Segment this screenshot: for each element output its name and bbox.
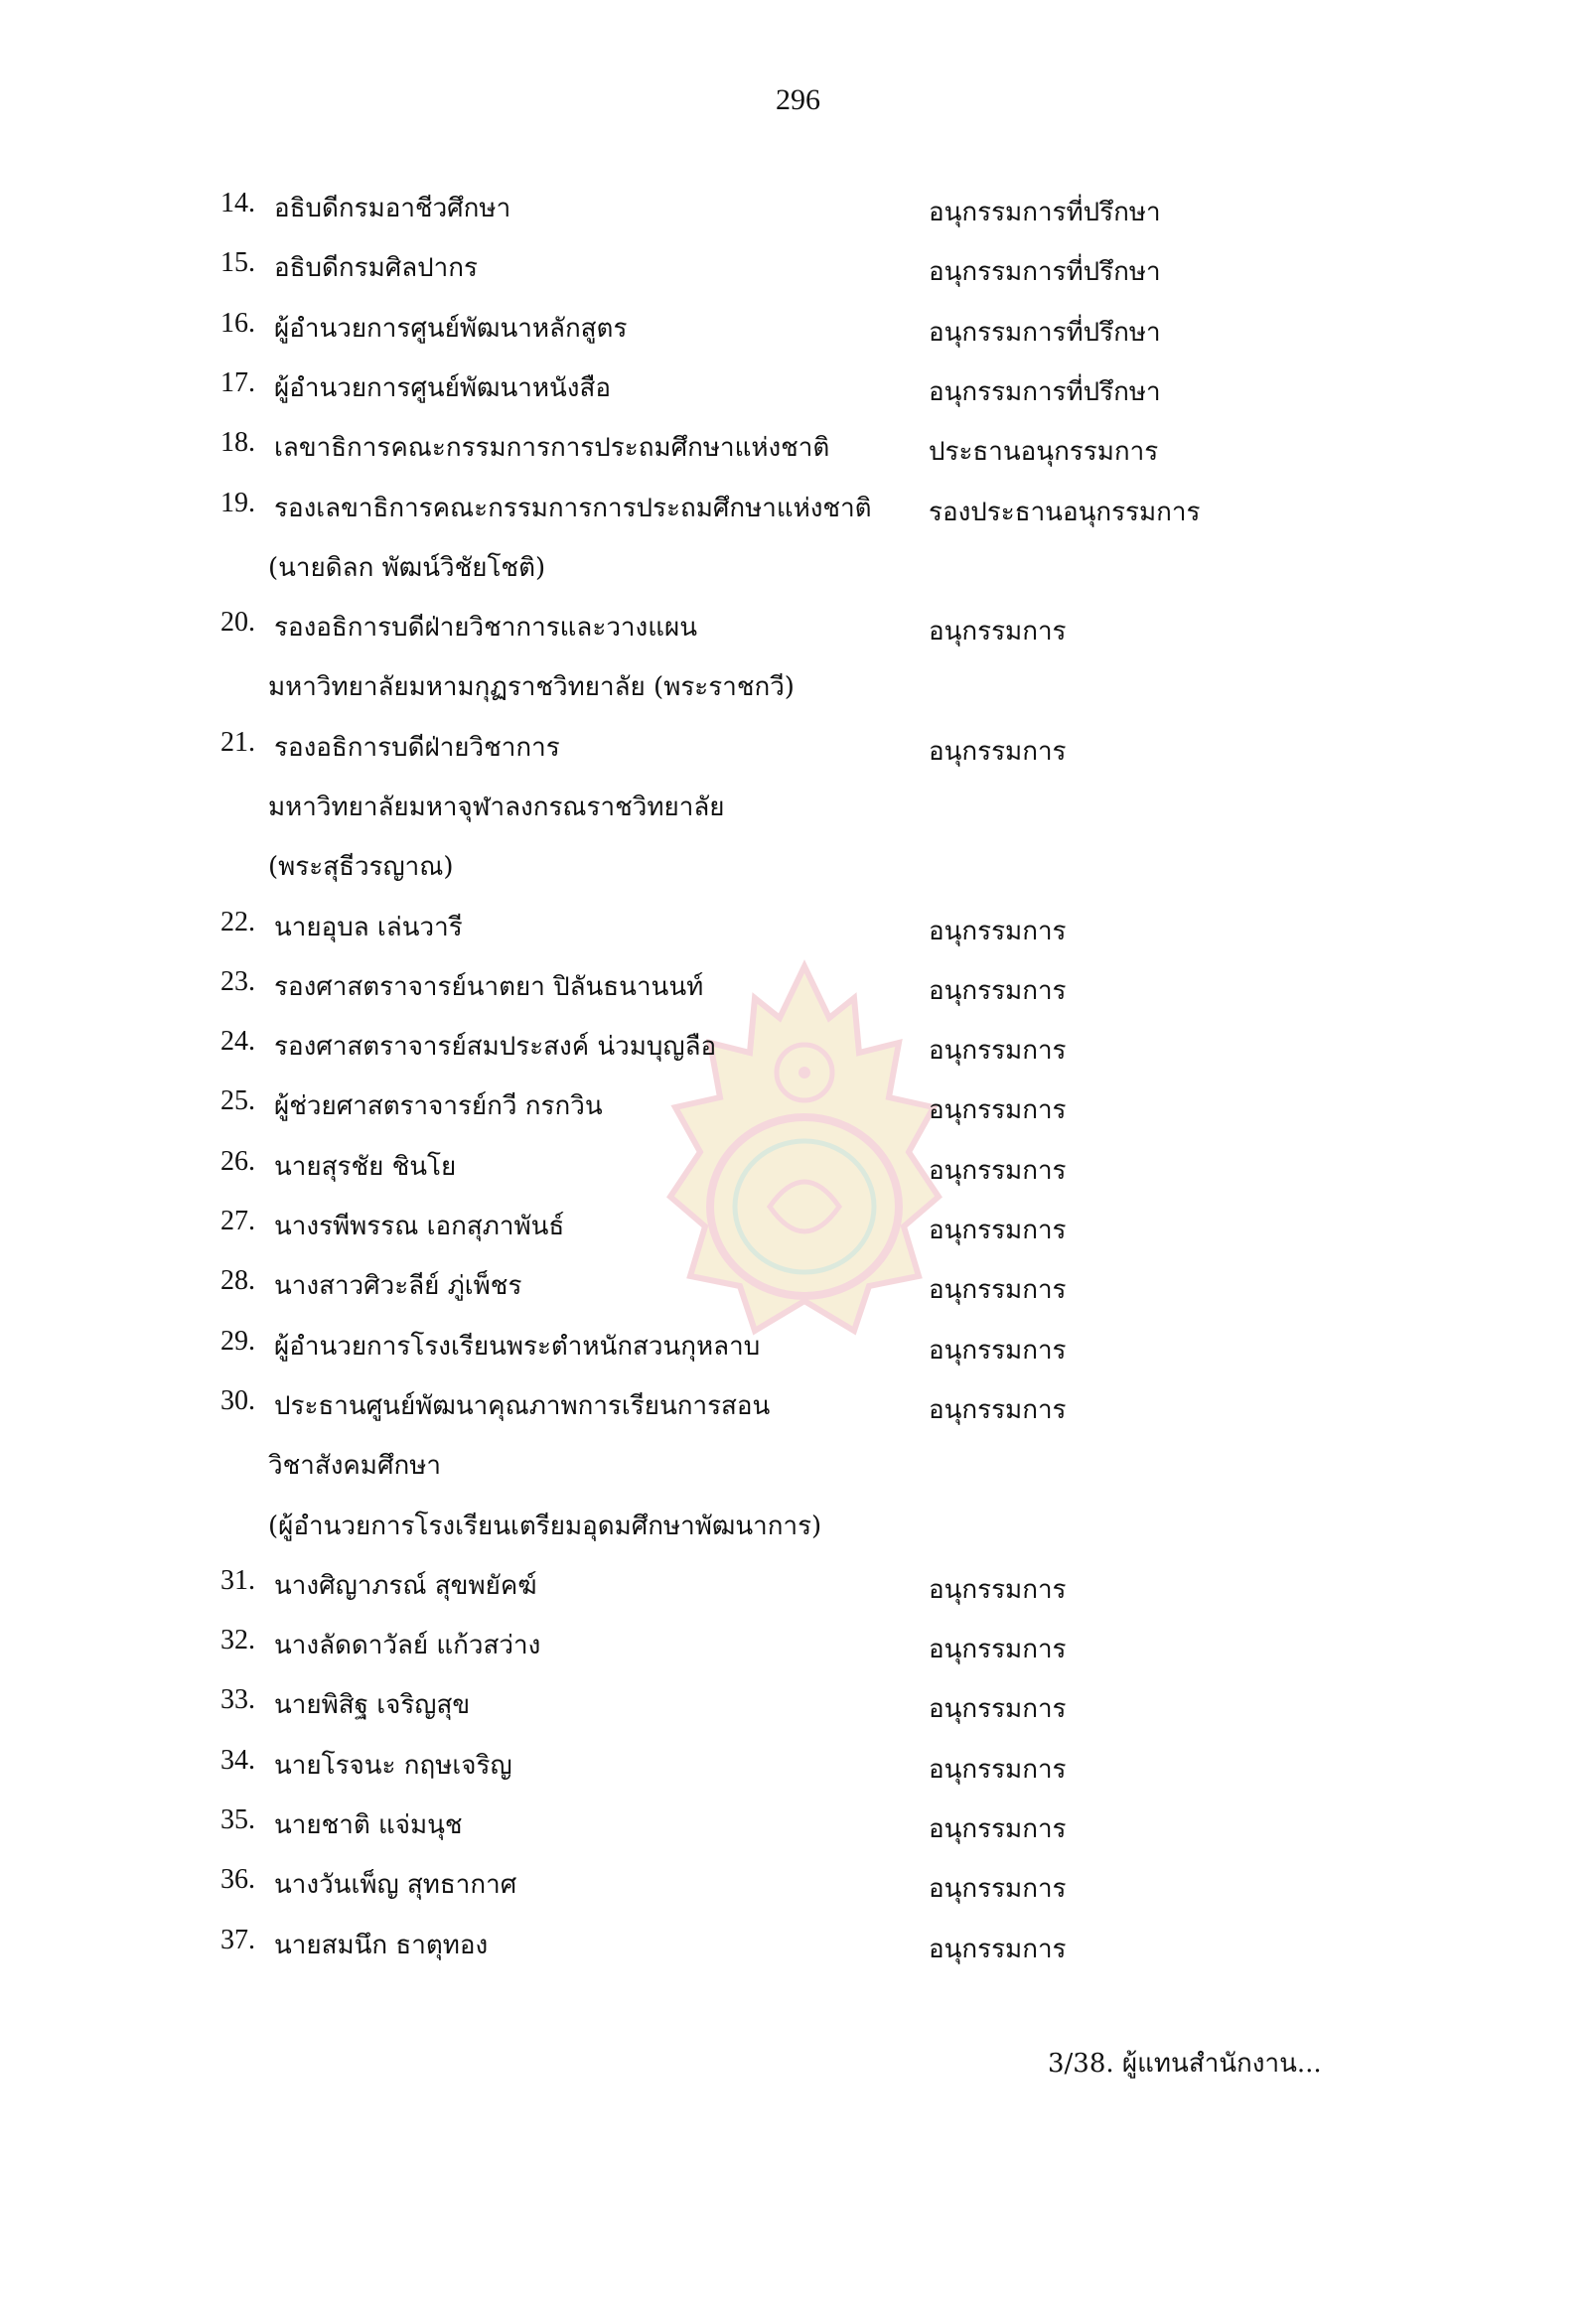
item-number: 28. (220, 1265, 255, 1296)
member-role: อนุกรรมการ (929, 617, 1067, 647)
list-item-continuation (0, 840, 1596, 900)
member-name: นายสมนึก ธาตุทอง (274, 1931, 489, 1960)
member-role: ประธานอนุกรรมการ (929, 437, 1159, 467)
list-item (0, 1799, 1596, 1858)
list-item (0, 901, 1596, 960)
list-item (0, 1140, 1596, 1200)
member-name: รองศาสตราจารย์นาตยา ปิลันธนานนท์ (274, 972, 704, 1002)
member-name-continuation: มหาวิทยาลัยมหาจุฬาลงกรณราชวิทยาลัย (268, 792, 725, 822)
item-number: 27. (220, 1206, 255, 1236)
list-item (0, 1858, 1596, 1918)
page-number: 296 (776, 83, 820, 116)
list-item (0, 1619, 1596, 1678)
list-item (0, 1739, 1596, 1799)
list-item (0, 1379, 1596, 1439)
member-name: นางวันเพ็ญ สุทธากาศ (274, 1870, 517, 1900)
list-item (0, 1919, 1596, 1978)
member-name: นายพิสิฐ เจริญสุข (274, 1690, 471, 1720)
member-role: อนุกรรมการ (929, 1095, 1067, 1125)
list-item (0, 721, 1596, 781)
member-name: นายอุบล เล่นวารี (274, 913, 463, 942)
member-role: อนุกรรมการ (929, 1635, 1067, 1664)
item-number: 30. (220, 1385, 255, 1416)
member-name: เลขาธิการคณะกรรมการการประถมศึกษาแห่งชาติ (274, 433, 830, 463)
member-name: นายโรจนะ กฤษเจริญ (274, 1751, 512, 1781)
list-item (0, 1200, 1596, 1259)
member-role: อนุกรรมการ (929, 1935, 1067, 1964)
item-number: 29. (220, 1326, 255, 1357)
member-name: นายสุรชัย ชินโย (274, 1152, 457, 1182)
member-role: อนุกรรมการ (929, 1694, 1067, 1724)
member-name-continuation: (นายดิลก พัฒน์วิชัยโชติ) (268, 553, 546, 583)
member-name: รองอธิการบดีฝ่ายวิชาการ (274, 733, 560, 763)
member-name: ผู้อำนวยการศูนย์พัฒนาหนังสือ (274, 373, 611, 403)
list-item-continuation (0, 1439, 1596, 1499)
list-item (0, 1559, 1596, 1619)
member-role: อนุกรรมการ (929, 737, 1067, 767)
member-name: อธิบดีกรมอาชีวศึกษา (274, 194, 511, 223)
member-role: อนุกรรมการ (929, 917, 1067, 946)
item-number: 22. (220, 907, 255, 937)
item-number: 16. (220, 308, 255, 339)
member-role: อนุกรรมการที่ปรึกษา (929, 198, 1161, 227)
list-item-continuation (0, 1500, 1596, 1559)
member-name: นางลัดดาวัลย์ แก้วสว่าง (274, 1631, 541, 1660)
item-number: 18. (220, 427, 255, 458)
member-role: อนุกรรมการที่ปรึกษา (929, 377, 1161, 407)
list-item (0, 421, 1596, 481)
member-name-continuation: วิชาสังคมศึกษา (268, 1451, 441, 1481)
member-name: ผู้อำนวยการโรงเรียนพระตำหนักสวนกุหลาบ (274, 1332, 761, 1362)
list-item (0, 1259, 1596, 1319)
member-role: อนุกรรมการ (929, 1156, 1067, 1186)
member-role: อนุกรรมการ (929, 1275, 1067, 1305)
item-number: 24. (220, 1026, 255, 1057)
list-item (0, 241, 1596, 301)
list-item (0, 482, 1596, 541)
item-number: 37. (220, 1925, 255, 1955)
member-name: นายชาติ แจ่มนุช (274, 1810, 463, 1840)
member-name: อธิบดีกรมศิลปากร (274, 253, 478, 283)
member-role: อนุกรรมการ (929, 1216, 1067, 1245)
member-name: นางรพีพรรณ เอกสุภาพันธ์ (274, 1212, 565, 1241)
list-item (0, 960, 1596, 1020)
list-item-continuation (0, 781, 1596, 840)
item-number: 17. (220, 367, 255, 398)
list-item (0, 182, 1596, 241)
member-role: อนุกรรมการ (929, 1395, 1067, 1425)
member-role: อนุกรรมการ (929, 1575, 1067, 1605)
list-item (0, 302, 1596, 361)
member-name: ผู้ช่วยศาสตราจารย์กวี กรกวิน (274, 1091, 603, 1121)
item-number: 31. (220, 1565, 255, 1596)
list-item (0, 1678, 1596, 1738)
member-role: อนุกรรมการ (929, 1336, 1067, 1366)
member-name: ผู้อำนวยการศูนย์พัฒนาหลักสูตร (274, 314, 628, 344)
member-role: อนุกรรมการ (929, 976, 1067, 1006)
item-number: 19. (220, 488, 255, 518)
list-item (0, 601, 1596, 660)
member-name: รองเลขาธิการคณะกรรมการการประถมศึกษาแห่งชาติ (274, 494, 872, 523)
item-number: 23. (220, 966, 255, 997)
item-number: 36. (220, 1864, 255, 1895)
item-number: 15. (220, 247, 255, 278)
member-role: อนุกรรมการ (929, 1755, 1067, 1785)
item-number: 21. (220, 727, 255, 758)
member-role: อนุกรรมการที่ปรึกษา (929, 257, 1161, 287)
item-number: 33. (220, 1684, 255, 1715)
list-item (0, 1080, 1596, 1139)
item-number: 20. (220, 607, 255, 638)
member-name-continuation: มหาวิทยาลัยมหามกุฏราชวิทยาลัย (พระราชกวี) (268, 672, 795, 702)
member-name: นางสาวศิวะลีย์ ภู่เพ็ชร (274, 1271, 522, 1301)
member-name-continuation: (พระสุธีวรญาณ) (268, 852, 454, 882)
member-role: รองประธานอนุกรรมการ (929, 498, 1201, 527)
member-name: รองอธิการบดีฝ่ายวิชาการและวางแผน (274, 613, 697, 643)
member-name: นางศิญาภรณ์ สุขพยัคฆ์ (274, 1571, 537, 1601)
list-item-continuation (0, 541, 1596, 601)
item-number: 35. (220, 1804, 255, 1835)
member-name: รองศาสตราจารย์สมประสงค์ น่วมบุญลือ (274, 1032, 717, 1062)
list-item (0, 1020, 1596, 1080)
member-role: อนุกรรมการ (929, 1814, 1067, 1844)
item-number: 32. (220, 1625, 255, 1655)
continuation-note: 3/38. ผู้แทนสำนักงาน... (1048, 2049, 1322, 2079)
member-role: อนุกรรมการ (929, 1874, 1067, 1904)
list-item (0, 361, 1596, 421)
list-item (0, 1320, 1596, 1379)
member-role: อนุกรรมการที่ปรึกษา (929, 318, 1161, 348)
member-name-continuation: (ผู้อำนวยการโรงเรียนเตรียมอุดมศึกษาพัฒนาการ) (268, 1511, 822, 1541)
item-number: 14. (220, 188, 255, 218)
item-number: 26. (220, 1146, 255, 1177)
member-name: ประธานศูนย์พัฒนาคุณภาพการเรียนการสอน (274, 1391, 771, 1421)
item-number: 25. (220, 1085, 255, 1116)
list-item-continuation (0, 660, 1596, 720)
member-role: อนุกรรมการ (929, 1036, 1067, 1066)
item-number: 34. (220, 1745, 255, 1776)
